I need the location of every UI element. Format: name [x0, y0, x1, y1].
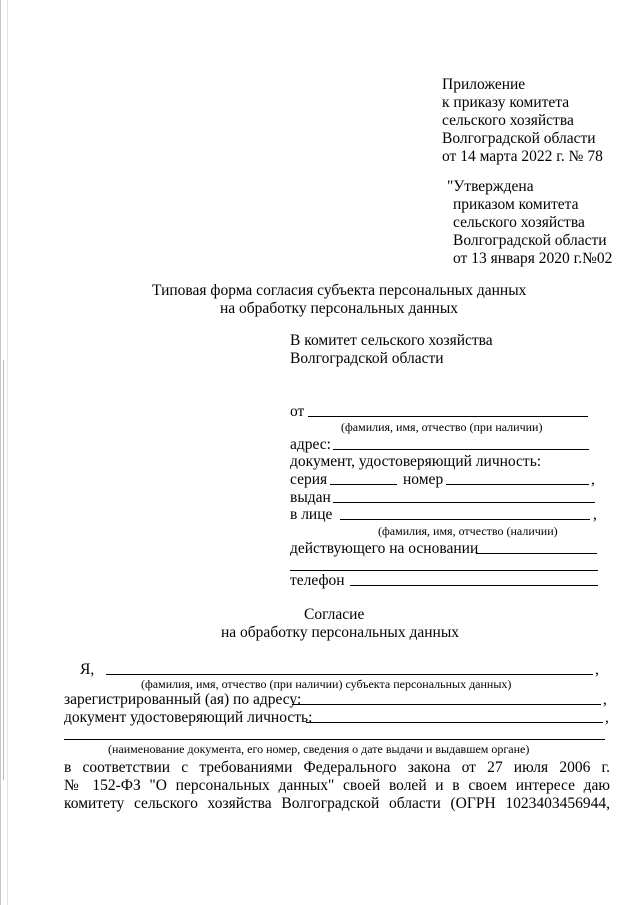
doc-caption: (наименование документа, его номер, сведения о дате выдачи и выдавшем органе)	[108, 742, 530, 756]
on-behalf-comma: ,	[593, 506, 597, 523]
number-comma: ,	[591, 471, 595, 488]
form-title-line-1: Типовая форма согласия субъекта персональных данных	[152, 282, 527, 299]
number-label: номер	[403, 471, 444, 488]
issued-label: выдан	[290, 489, 331, 506]
registered-comma: ,	[603, 691, 607, 708]
registered-input-line[interactable]	[292, 704, 601, 705]
doc-label: документ удостоверяющий личность:	[64, 709, 313, 726]
from-input-line[interactable]	[308, 416, 588, 417]
addressee-line-2: Волгоградской области	[290, 350, 444, 367]
appendix-line-5: от 14 марта 2022 г. № 78	[442, 148, 603, 165]
doc-details-input-line[interactable]	[64, 739, 605, 740]
phone-input-line[interactable]	[350, 585, 598, 586]
series-label: серия	[290, 471, 328, 488]
i-label: Я,	[80, 661, 95, 678]
approved-line-4: Волгоградской области	[453, 232, 607, 249]
basis-input-line-2[interactable]	[290, 570, 598, 571]
doc-input-line[interactable]	[306, 722, 603, 723]
on-behalf-label: в лице	[290, 506, 333, 523]
scan-edge-mark	[3, 360, 4, 780]
appendix-line-2: к приказу комитета	[442, 94, 570, 111]
subject-name-input-line[interactable]	[106, 674, 593, 675]
consent-body-line-2: № 152-ФЗ "О персональных данных" своей волей и в своем интересе даю	[64, 777, 610, 794]
number-input-line[interactable]	[446, 484, 589, 485]
basis-label: действующего на основании	[290, 540, 479, 557]
doc-comma: ,	[605, 709, 609, 726]
consent-body-line-3: комитету сельского хозяйства Волгоградской области (ОГРН 1023403456944,	[64, 795, 610, 812]
appendix-line-4: Волгоградской области	[442, 130, 596, 147]
scan-edge-inner	[7, 0, 8, 905]
from-label: от	[290, 403, 305, 420]
form-title-line-2: на обработку персональных данных	[220, 300, 458, 317]
addressee-line-1: В комитет сельского хозяйства	[290, 332, 493, 349]
issued-input-line[interactable]	[333, 502, 595, 503]
scan-edge	[0, 0, 1, 905]
on-behalf-input-line[interactable]	[340, 519, 590, 520]
id-doc-label: документ, удостоверяющий личность:	[290, 453, 542, 470]
approved-line-1: "Утверждена	[447, 178, 534, 195]
rep-caption: (фамилия, имя, отчество (наличии)	[378, 524, 558, 538]
address-label: адрес:	[290, 436, 331, 453]
registered-label: зарегистрированный (ая) по адресу:	[64, 691, 302, 708]
subject-caption: (фамилия, имя, отчество (при наличии) субъекта персональных данных)	[141, 677, 512, 691]
consent-title: Согласие	[304, 606, 365, 623]
from-caption: (фамилия, имя, отчество (при наличии)	[341, 420, 543, 434]
approved-line-3: сельского хозяйства	[453, 214, 585, 231]
subject-comma: ,	[595, 661, 599, 678]
approved-line-5: от 13 января 2020 г.№02	[453, 250, 613, 267]
appendix-line-3: сельского хозяйства	[442, 112, 574, 129]
consent-subtitle: на обработку персональных данных	[221, 624, 459, 641]
phone-label: телефон	[290, 572, 345, 589]
appendix-line-1: Приложение	[442, 76, 526, 93]
approved-line-2: приказом комитета	[453, 196, 579, 213]
consent-body-line-1: в соответствии с требованиями Федерального закона от 27 июля 2006 г.	[64, 759, 610, 776]
address-input-line[interactable]	[333, 449, 589, 450]
basis-input-line[interactable]	[476, 553, 597, 554]
series-input-line[interactable]	[330, 484, 397, 485]
